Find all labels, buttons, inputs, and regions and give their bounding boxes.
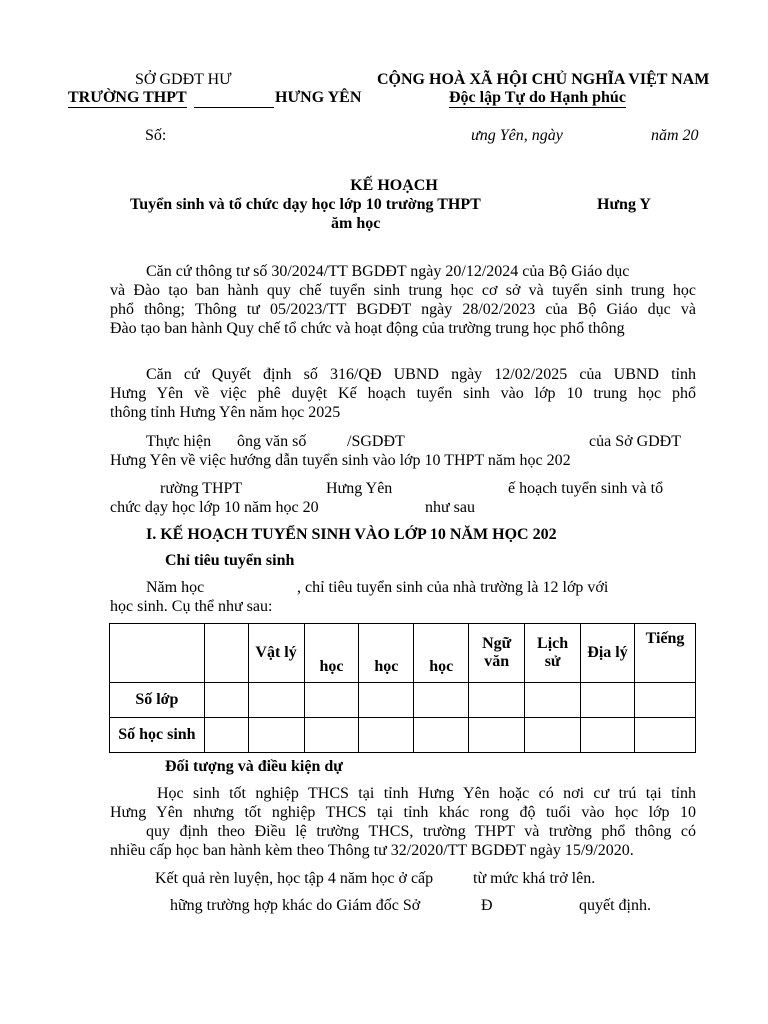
section-heading: I. KẾ HOẠCH TUYỂN SINH VÀO LỚP 10 NĂM HỌC 202: [146, 526, 557, 543]
paragraph-fragment: , chỉ tiêu tuyển sinh của nhà trường là 12 lớp với: [297, 579, 609, 596]
table-cell: [634, 683, 695, 718]
paragraph-fragment: Đ: [481, 897, 493, 914]
table-cell: [359, 683, 414, 718]
paragraph-fragment: Hưng Yên: [326, 480, 393, 497]
paragraph-fragment: rường THPT: [160, 480, 243, 497]
table-cell: [359, 718, 414, 753]
document-number-label: Số:: [145, 127, 167, 144]
table-header-cell: học: [304, 624, 359, 683]
table-header-cell: Tiếng: [634, 624, 695, 683]
table-cell: [204, 718, 248, 753]
table-cell: [304, 718, 359, 753]
row-label: Số lớp: [110, 683, 205, 718]
paragraph-fragment: như sau: [425, 499, 475, 516]
paragraph-fragment: từ mức khá trở lên.: [473, 870, 596, 887]
school-name-prefix: TRƯỜNG THPT: [68, 89, 187, 106]
table-header-cell: Địa lý: [581, 624, 635, 683]
table-cell: [414, 718, 469, 753]
table-header-cell: học: [359, 624, 414, 683]
table-header-cell: học: [414, 624, 469, 683]
paragraph-line: học sinh. Cụ thể như sau:: [110, 598, 273, 615]
table-header-cell: Lịch sử: [525, 624, 581, 683]
document-title: KẾ HOẠCH: [350, 177, 438, 194]
paragraph-line: Hưng Yên về việc hướng dẫn tuyển sinh vào lớp 10 THPT năm học 202: [110, 452, 571, 469]
paragraph-line: Đào tạo ban hành Quy chế tổ chức và hoạt động của trường trung học phổ thông: [110, 320, 625, 337]
place-date: ưng Yên, ngày: [471, 127, 563, 144]
table-cell: [414, 683, 469, 718]
school-underline: [194, 107, 274, 108]
document-subtitle: Tuyển sinh và tổ chức dạy học lớp 10 trường THPT: [130, 196, 481, 213]
table-header-cell: Ngữ văn: [469, 624, 525, 683]
table-row: [110, 718, 696, 753]
subsection-heading: Đối tượng và điều kiện dự: [165, 758, 343, 775]
paragraph-line: quy định theo Điều lệ trường THCS, trường THPT và trường phổ thông có: [146, 823, 696, 840]
paragraph-fragment: hững trường hợp khác do Giám đốc Sở: [170, 897, 421, 914]
table-header-cell: [110, 624, 205, 683]
table-cell: [204, 683, 248, 718]
paragraph-fragment: của Sở GDĐT: [589, 433, 681, 450]
motto: Độc lập Tự do Hạnh phúc: [449, 89, 626, 106]
department-name: SỞ GDĐT HƯ: [135, 71, 232, 88]
table-header-cell: [204, 624, 248, 683]
paragraph-fragment: quyết định.: [579, 897, 651, 914]
paragraph-fragment: Kết quả rèn luyện, học tập 4 năm học ở cấp: [155, 870, 434, 887]
paragraph-line: phổ thông; Thông tư 05/2023/TT BGDĐT ngày 28/02/2023 của Bộ Giáo dục và: [110, 301, 696, 318]
paragraph-fragment: Năm học: [146, 579, 205, 596]
paragraph-fragment: chức dạy học lớp 10 năm học 20: [110, 499, 319, 516]
paragraph-line: Hưng Yên về việc phê duyệt Kế hoạch tuyển sinh vào lớp 10 trung học phổ: [110, 385, 696, 402]
document-subtitle-place: Hưng Y: [597, 196, 651, 213]
school-name-suffix: HƯNG YÊN: [275, 89, 362, 106]
table-cell: [634, 718, 695, 753]
table-cell: [248, 718, 304, 753]
date-year: năm 20: [651, 127, 699, 144]
table-cell: [525, 683, 581, 718]
quota-table: [109, 623, 696, 753]
paragraph-fragment: ế hoạch tuyển sinh và tổ: [508, 480, 664, 497]
table-cell: [581, 683, 635, 718]
row-label: Số học sinh: [110, 718, 205, 753]
paragraph-line: nhiều cấp học ban hành kèm theo Thông tư 32/2020/TT BGDĐT ngày 15/9/2020.: [110, 842, 634, 859]
paragraph-fragment: /SGDĐT: [347, 433, 405, 450]
document-subtitle-year: ăm học: [331, 215, 381, 232]
paragraph-fragment: Thực hiện: [146, 433, 212, 450]
paragraph-fragment: ông văn số: [237, 433, 307, 450]
table-cell: [469, 683, 525, 718]
paragraph-line: Học sinh tốt nghiệp THCS tại tỉnh Hưng Yên hoặc có nơi cư trú tại tỉnh: [157, 785, 696, 802]
table-header-cell: Vật lý: [248, 624, 304, 683]
table-cell: [469, 718, 525, 753]
subsection-heading: Chỉ tiêu tuyển sinh: [165, 552, 295, 569]
paragraph-line: thông tỉnh Hưng Yên năm học 2025: [110, 404, 341, 421]
paragraph-line: Căn cứ Quyết định số 316/QĐ UBND ngày 12/02/2025 của UBND tỉnh: [146, 366, 696, 383]
table-cell: [304, 683, 359, 718]
table-cell: [525, 718, 581, 753]
table-row: [110, 683, 696, 718]
paragraph-line: và Đào tạo ban hành quy chế tuyển sinh trung học cơ sở và tuyển sinh trung học: [110, 282, 696, 299]
paragraph-line: Hưng Yên nhưng tốt nghiệp THCS tại tỉnh khác rong độ tuổi vào học lớp 10: [110, 804, 696, 821]
table-cell: [581, 718, 635, 753]
paragraph-line: Căn cứ thông tư số 30/2024/TT BGDĐT ngày 20/12/2024 của Bộ Giáo dục: [146, 263, 630, 280]
table-cell: [248, 683, 304, 718]
country-name: CỘNG HOÀ XÃ HỘI CHỦ NGHĨA VIỆT NAM: [377, 71, 710, 88]
